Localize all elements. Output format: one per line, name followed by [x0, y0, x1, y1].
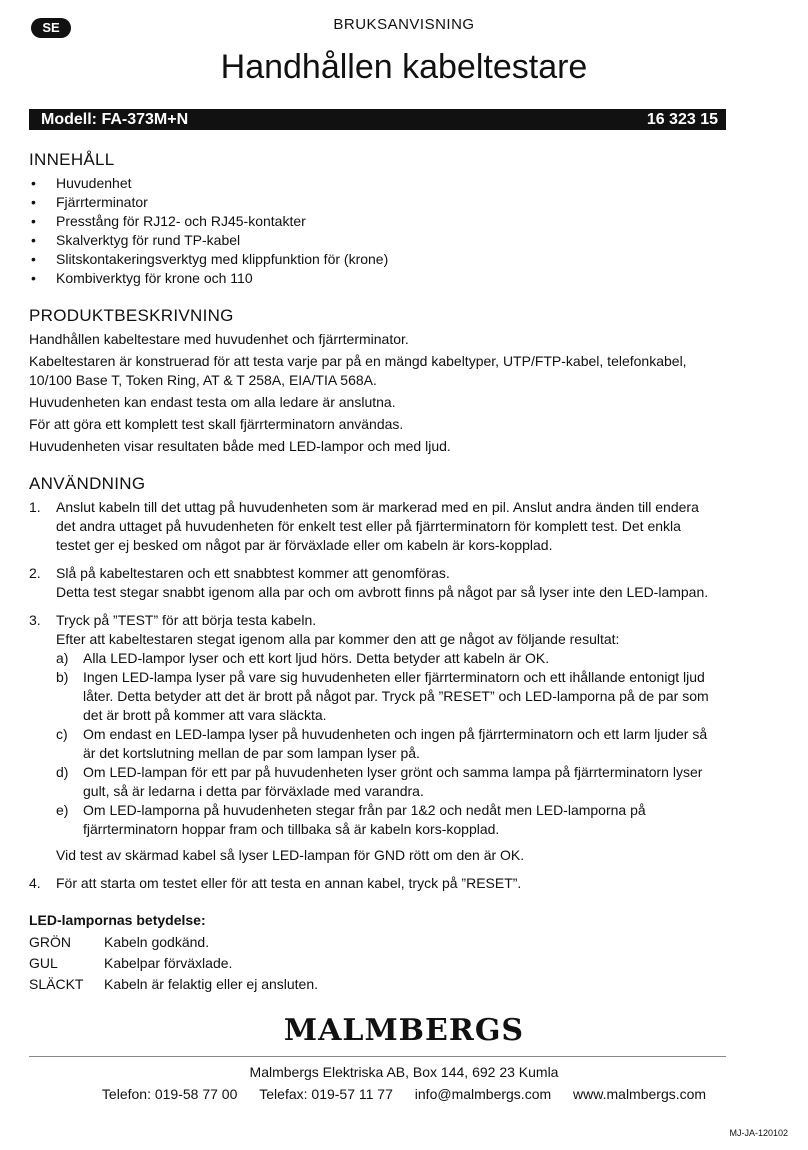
contents-list: [29, 174, 719, 288]
usage-steps: [29, 498, 719, 893]
model-name: Modell: FA-373M+N: [41, 111, 189, 128]
step-number: 2.: [29, 565, 41, 581]
result-list: [56, 649, 719, 839]
step-number: 4.: [29, 875, 41, 891]
fax-number: Telefax: 019-57 11 77: [259, 1086, 393, 1102]
list-item: • Presstång för RJ12- och RJ45-kontakter: [31, 213, 306, 229]
article-number: 16 323 15: [646, 111, 718, 128]
contents-section: [29, 150, 719, 288]
description-paragraph: För att göra ett komplett test skall fjärrterminatorn användas.: [29, 416, 404, 432]
step-number: 3.: [29, 612, 41, 628]
document-type: BRUKSANVISNING: [333, 16, 475, 33]
bullet-icon: •: [31, 232, 36, 248]
result-item: a) Alla LED-lampor lyser och ett kort ljud hörs. Detta betyder att kabeln är OK.: [56, 650, 550, 666]
step-3: [29, 611, 719, 865]
page-title: Handhållen kabeltestare: [220, 48, 588, 86]
step-text: Detta test stegar snabbt igenom alla par och om avbrott finns på något par så lyser inte den LED-lampan.: [56, 584, 709, 600]
step-number: 1.: [29, 499, 41, 515]
company-logo: MALMBERGS: [283, 1013, 525, 1048]
result-item: b) Ingen LED-lampa lyser på vare sig huvudenheten eller fjärrterminatorn och ett ihållande entonigt ljud låter. Detta betyder att det är brott på något par. Tryck på ”RESET” och LED-lamporna på de par som det är brott på kommer att vara släckta.: [56, 669, 709, 723]
step-text: Anslut kabeln till det uttag på huvudenheten som är markerad med en pil. Anslut andra änden till endera det andra uttaget på huvudenheten för enkelt test eller på fjärrterminatorn för komplett test. Det enkla testet ger ej besked om något par är förväxlade eller om kabeln är kors-kopplad.: [56, 499, 699, 553]
contents-heading: INNEHÅLL: [29, 150, 115, 169]
email-link[interactable]: info@malmbergs.com: [414, 1086, 552, 1102]
led-legend-row: GRÖN Kabeln godkänd.: [29, 934, 210, 950]
bullet-icon: •: [31, 175, 36, 191]
bullet-icon: •: [31, 251, 36, 267]
document-code: MJ-JA-120102: [729, 1128, 788, 1138]
website-link[interactable]: www.malmbergs.com: [573, 1086, 707, 1102]
description-paragraph: Huvudenheten kan endast testa om alla ledare är anslutna.: [29, 394, 396, 410]
led-legend-row: SLÄCKT Kabeln är felaktig eller ej ansluten.: [29, 976, 319, 992]
phone-number: Telefon: 019-58 77 00: [101, 1086, 238, 1102]
footer-divider: [29, 1056, 726, 1057]
result-item: c) Om endast en LED-lampa lyser på huvudenheten och ingen på fjärrterminatorn och ett larm ljuder så är det kortslutning mellan de par som lampan lyser på.: [56, 726, 708, 761]
main-content: [29, 150, 719, 996]
bullet-icon: •: [31, 213, 36, 229]
bullet-icon: •: [31, 194, 36, 210]
led-legend-row: GUL Kabelpar förväxlade.: [29, 955, 233, 971]
model-bar: [29, 109, 726, 130]
result-item: e) Om LED-lamporna på huvudenheten stegar från par 1&2 och nedåt men LED-lamporna på fjärrterminatorn hoppar fram och tillbaka så är kabeln kors-kopplad.: [56, 802, 646, 837]
bullet-icon: •: [31, 270, 36, 286]
led-legend: [29, 911, 719, 994]
description-heading: PRODUKTBESKRIVNING: [29, 306, 234, 325]
language-badge: SE: [31, 18, 71, 38]
step-4: [29, 874, 719, 893]
description-section: [29, 306, 719, 456]
step-text: Slå på kabeltestaren och ett snabbtest kommer att genomföras.: [56, 565, 450, 581]
list-item: • Huvudenhet: [31, 175, 132, 191]
description-paragraph: Huvudenheten visar resultaten både med LED-lampor och med ljud.: [29, 438, 451, 454]
list-item: • Skalverktyg för rund TP-kabel: [31, 232, 241, 248]
step-text: Tryck på ”TEST” för att börja testa kabeln.: [56, 612, 317, 628]
company-address: Malmbergs Elektriska AB, Box 144, 692 23 Kumla: [249, 1064, 559, 1080]
description-paragraph: Kabeltestaren är konstruerad för att testa varje par på en mängd kabeltyper, UTP/FTP-kabel, telefonkabel, 10/100 Base T, Token Ring, AT & T 258A, EIA/TIA 568A.: [29, 353, 687, 388]
list-item: • Kombiverktyg för krone och 110: [31, 270, 253, 286]
list-item: • Slitskontakeringsverktyg med klippfunktion för (krone): [31, 251, 389, 267]
contact-line: [0, 1086, 808, 1102]
led-legend-title: LED-lampornas betydelse:: [29, 912, 206, 928]
step-text: Efter att kabeltestaren stegat igenom alla par kommer den att ge något av följande resultat:: [56, 631, 620, 647]
step-2: [29, 564, 719, 602]
usage-heading: ANVÄNDNING: [29, 474, 146, 493]
shielded-cable-note: Vid test av skärmad kabel så lyser LED-lampan för GND rött om den är OK.: [56, 847, 525, 863]
description-paragraph: Handhållen kabeltestare med huvudenhet och fjärrterminator.: [29, 331, 409, 347]
step-1: [29, 498, 719, 555]
list-item: • Fjärrterminator: [31, 194, 148, 210]
step-text: För att starta om testet eller för att testa en annan kabel, tryck på ”RESET”.: [56, 875, 522, 891]
result-item: d) Om LED-lampan för ett par på huvudenheten lyser grönt och samma lampa på fjärrterminatorn lyser gult, så är ledarna i detta par förväxlade med varandra.: [56, 764, 703, 799]
usage-section: [29, 474, 719, 893]
